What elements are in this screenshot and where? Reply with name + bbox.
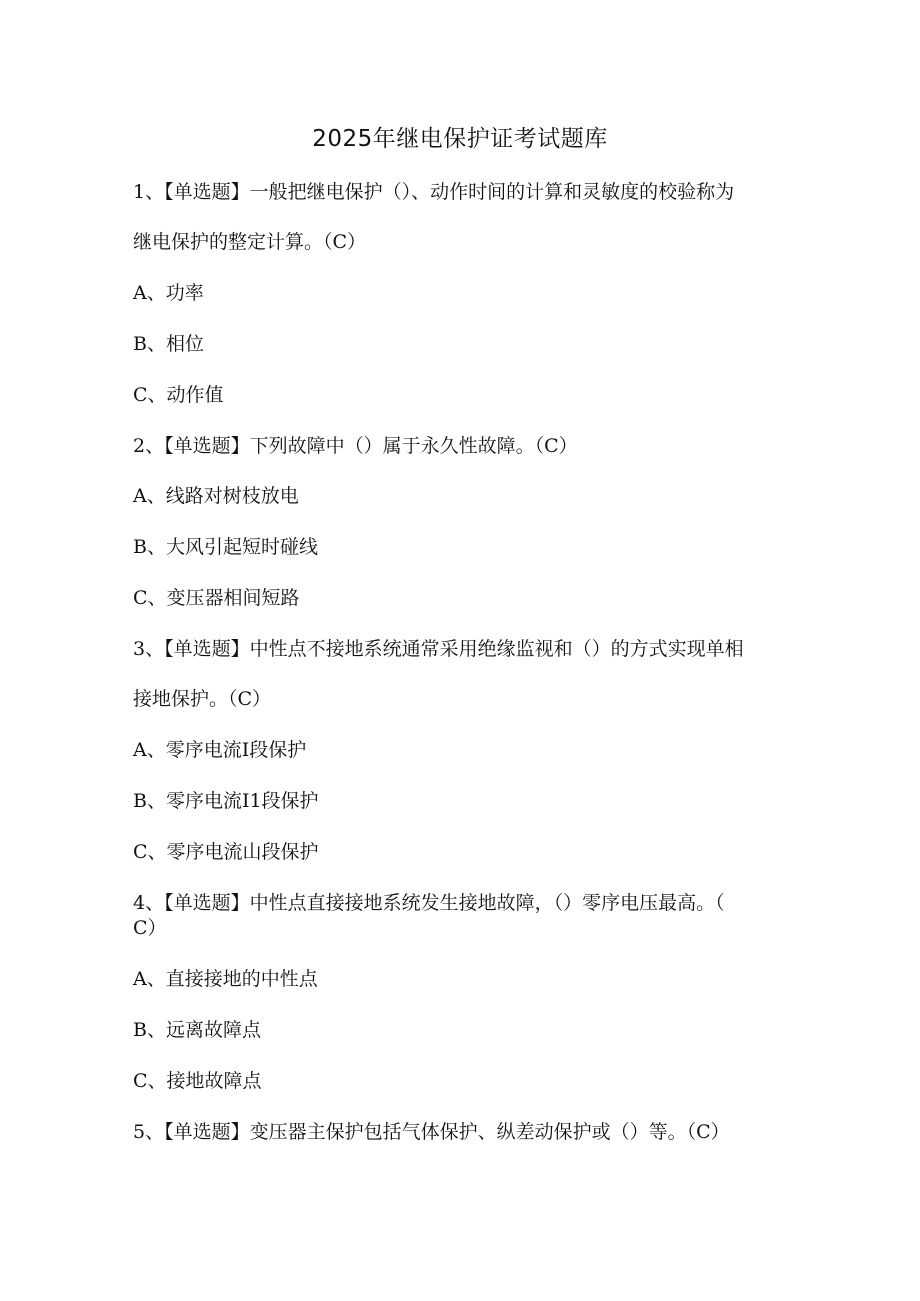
question-3-option-c: C、零序电流山段保护: [133, 841, 319, 863]
question-2-option-c: C、变压器相间短路: [133, 587, 300, 609]
question-3-option-b: B、零序电流I1段保护: [133, 790, 319, 812]
question-1-text-line1: 1、【单选题】一般把继电保护（）、动作时间的计算和灵敏度的校验称为: [133, 181, 735, 203]
question-1-option-b: B、相位: [133, 333, 204, 355]
question-3-text-line1: 3、【单选题】中性点不接地系统通常采用绝缘监视和（）的方式实现单相: [133, 638, 744, 660]
question-4-text-line1: 4、【单选题】中性点直接接地系统发生接地故障，（）零序电压最高。（: [133, 892, 725, 914]
question-4-option-a: A、直接接地的中性点: [133, 968, 318, 990]
question-1-option-a: A、功率: [133, 282, 204, 304]
question-4-option-c: C、接地故障点: [133, 1070, 262, 1092]
question-2-option-a: A、线路对树枝放电: [133, 485, 299, 507]
question-1-option-c: C、动作值: [133, 384, 224, 406]
question-4-option-b: B、远离故障点: [133, 1019, 261, 1041]
question-2-option-b: B、大风引起短时碰线: [133, 536, 318, 558]
question-2-text-line1: 2、【单选题】下列故障中（）属于永久性故障。（C）: [133, 435, 578, 457]
question-5-text-line1: 5、【单选题】变压器主保护包括气体保护、纵差动保护或（）等。（C）: [133, 1121, 730, 1143]
question-4-text-line2: C）: [133, 917, 167, 939]
question-3-text-line2: 接地保护。（C）: [133, 688, 272, 710]
question-3-option-a: A、零序电流I段保护: [133, 739, 307, 761]
question-1-text-line2: 继电保护的整定计算。（C）: [133, 231, 367, 253]
document-title: 2025年继电保护证考试题库: [312, 126, 608, 152]
